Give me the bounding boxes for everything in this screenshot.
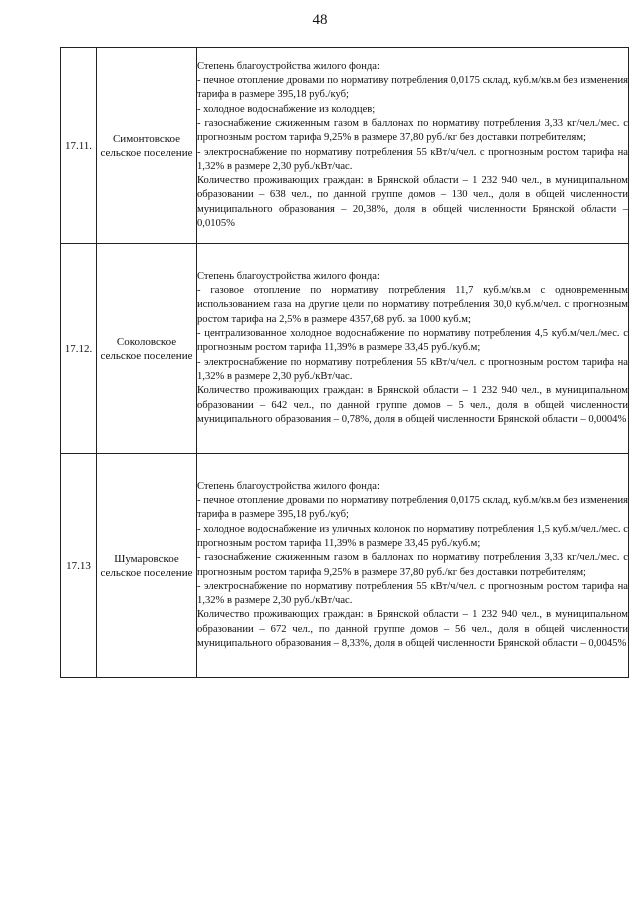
table-row xyxy=(61,454,629,678)
settlements-table xyxy=(60,47,629,678)
description-line: - электроснабжение по нормативу потребления 55 кВт/ч/чел. с прогнозным ростом тарифа на 1,32% в размере 2,30 руб./кВт/час. xyxy=(197,356,628,382)
description-line: - электроснабжение по нормативу потребления 55 кВт/ч/чел. с прогнозным ростом тарифа на 1,32% в размере 2,30 руб./кВт/час. xyxy=(197,146,628,172)
description-line: Количество проживающих граждан: в Брянской области – 1 232 940 чел., в муниципальном образовании – 638 чел., по данной группе домов – 130 чел., доля в общей численности муниципального образования – 20,38%, доля в общей численности Брянской области – 0,0105% xyxy=(197,175,628,229)
row-number: 17.11. xyxy=(61,48,97,244)
row-description xyxy=(197,48,629,244)
page-number: 48 xyxy=(312,12,328,28)
row-description xyxy=(197,244,629,454)
description-line: - газовое отопление по нормативу потребления 11,7 куб.м/кв.м с одновременным использованием газа на другие цели по нормативу потребления 30,0 куб.м/чел. с прогнозным ростом тарифа на 2,5% в размере 4357,68 руб. за 1000 куб.м; xyxy=(197,285,628,325)
description-line: Степень благоустройства жилого фонда: xyxy=(197,60,380,72)
description-line: - газоснабжение сжиженным газом в баллонах по нормативу потребления 3,33 кг/чел./мес. с прогнозным ростом тарифа 9,25% в размере 37,80 руб./кг без доставки потребителям; xyxy=(197,117,628,144)
row-number: 17.12. xyxy=(61,244,97,454)
row-description xyxy=(197,454,629,678)
row-number: 17.13 xyxy=(61,454,97,678)
description-line: Степень благоустройства жилого фонда: xyxy=(197,270,380,282)
description-line: - холодное водоснабжение из колодцев; xyxy=(197,103,376,115)
description-line: Степень благоустройства жилого фонда: xyxy=(197,480,380,492)
settlement-name: Шумаровское сельское поселение xyxy=(97,454,197,678)
description-line: - газоснабжение сжиженным газом в баллонах по нормативу потребления 3,33 кг/чел./мес. с прогнозным ростом тарифа 9,25% в размере 37,80 руб./кг без доставки потребителям; xyxy=(197,552,628,578)
description-line: - печное отопление дровами по нормативу потребления 0,0175 склад, куб.м/кв.м без изменения тарифа в размере 395,18 руб./куб; xyxy=(197,75,628,101)
description-line: - централизованное холодное водоснабжение по нормативу потребления 4,5 куб.м/чел./мес. с прогнозным ростом тарифа 11,39% в размере 33,45 руб./куб.м; xyxy=(197,328,628,354)
description-line: Количество проживающих граждан: в Брянской области – 1 232 940 чел., в муниципальном образовании – 672 чел., по данной группе домов – 56 чел., доля в общей численности муниципального образования – 8,33%, доля в общей численности Брянской области – 0,0045% xyxy=(197,609,628,649)
description-line: - печное отопление дровами по нормативу потребления 0,0175 склад, куб.м/кв.м без изменения тарифа в размере 395,18 руб./куб; xyxy=(197,495,628,521)
description-line: - холодное водоснабжение из уличных колонок по нормативу потребления 1,5 куб.м/чел./мес. с прогнозным ростом тарифа 11,39% в размере 33,45 руб./куб.м; xyxy=(197,523,628,549)
settlement-name: Соколовское сельское поселение xyxy=(97,244,197,454)
settlement-name: Симонтовское сельское поселение xyxy=(97,48,197,244)
table-row xyxy=(61,244,629,454)
table-row xyxy=(61,48,629,244)
description-line: - электроснабжение по нормативу потребления 55 кВт/ч/чел. с прогнозным ростом тарифа на 1,32% в размере 2,30 руб./кВт/час. xyxy=(197,580,628,607)
description-line: Количество проживающих граждан: в Брянской области – 1 232 940 чел., в муниципальном образовании – 642 чел., по данной группе домов – 5 чел., доля в общей численности муниципального образования – 0,78%, доля в общей численности Брянской области – 0,0004% xyxy=(197,385,628,425)
